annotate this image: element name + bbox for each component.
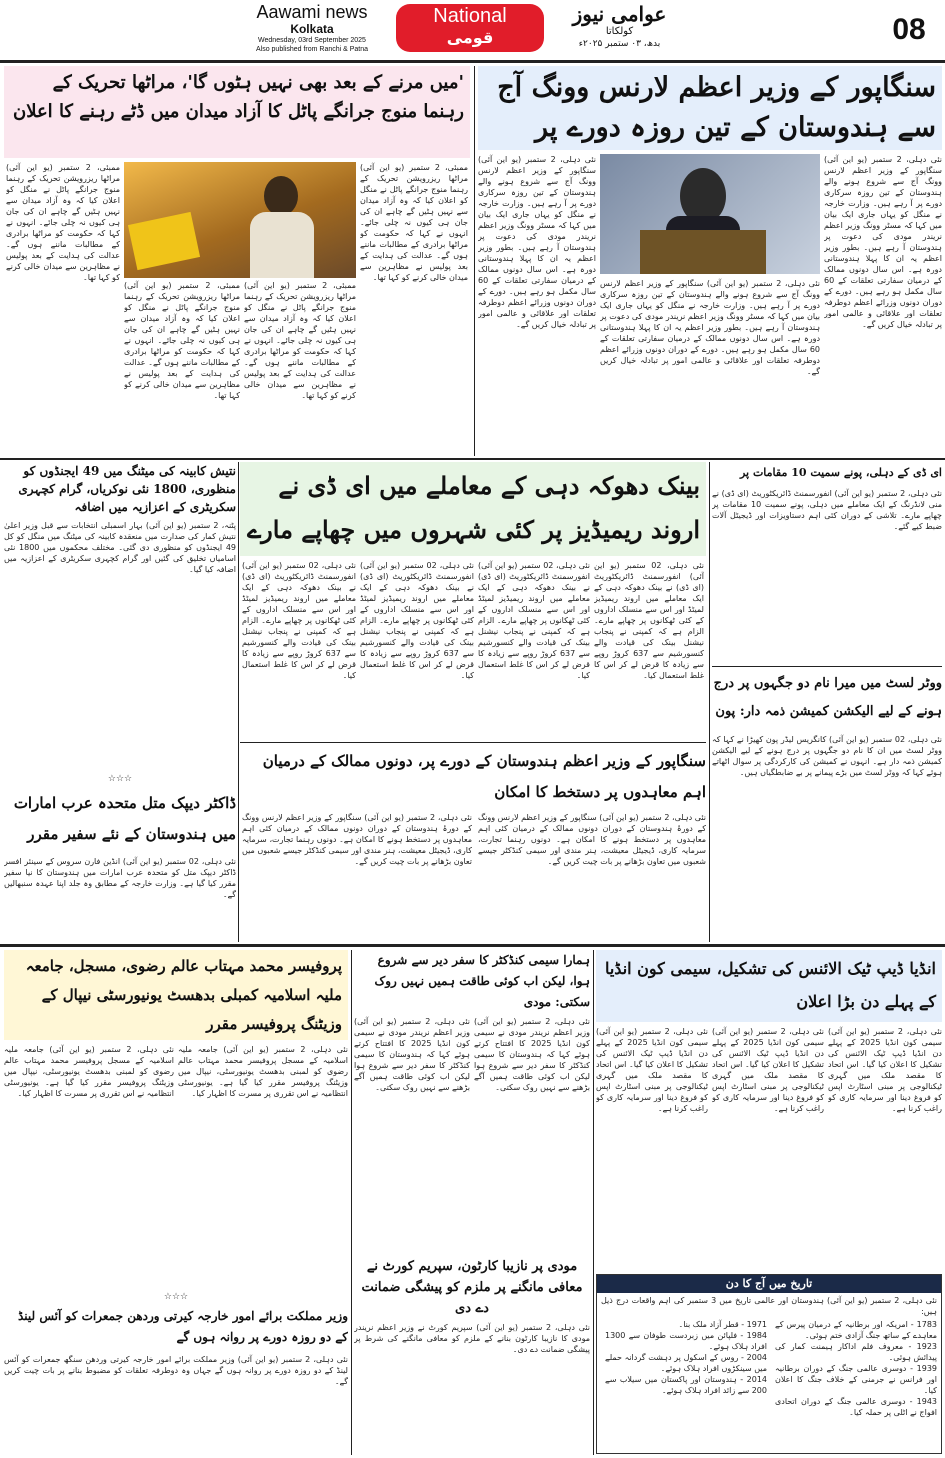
- headline-history: تاریخ میں آج کا دن: [597, 1275, 941, 1293]
- history-col-left: [601, 1319, 771, 1418]
- body-singapore-lead-mid: نئی دہلی، 2 ستمبر (یو این آئی) سنگاپور کے وزیر اعظم لارنس وونگ آج سے شروع ہونے والے ہندوستان کے تین روزہ سرکاری دورے پر آ رہے ہیں۔ وزارت خارجہ نے منگل کو یہاں جاری ایک بیان میں کہا کہ مسٹر وونگ وزیر اعظم نریندر مودی کی دعوت پر ہندوستان آ رہے ہیں۔ بطور وزیر اعظم یہ ان کا پہلا ہندوستانی دورہ ہے۔ اس سال دونوں ممالک کے درمیان سفارتی تعلقات کے 60 سال مکمل ہو رہے ہیں۔ دورے کے دوران دونوں وزرائے اعظم دوطرفہ تعلقات اور علاقائی و عالمی امور پر تبادلہ خیال کریں گے۔: [600, 279, 820, 376]
- section-urdu: قومی: [446, 28, 494, 47]
- headline-voter-list: ووٹر لسٹ میں میرا نام دو جگہوں پر درج ہونے کے لیے الیکشن کمیشن ذمہ دار: پون: [713, 676, 942, 719]
- rule-bottom-section: [0, 944, 945, 947]
- body-deeptech-1: نئی دہلی، 2 ستمبر (یو این آئی) سیمی کون انڈیا 2025 کے پہلے دن انڈیا ڈیپ ٹیک الائنس کی تشکیل کا اعلان کیا گیا۔ اس اتحاد کا مقصد ملک میں گہری ٹیکنالوجی پر مبنی اسٹارٹ اپس کو فروغ دینا اور سرمایہ کاری کو راغب کرنا ہے۔: [828, 1027, 942, 1113]
- section-english: National: [433, 5, 507, 27]
- rule-col-mid-right: [709, 462, 710, 942]
- history-item: 2004 - روس کے اسکول پر دہشت گردانہ حملے میں سینکڑوں افراد ہلاک ہوئے۔: [605, 1353, 767, 1373]
- city-urdu: کولکاتا: [605, 26, 634, 37]
- headline-ed-ten: ای ڈی کے دہلی، پونے سمیت 10 مقامات پر: [739, 466, 942, 479]
- headline-ambassador: ڈاکٹر دیپک متل متحدہ عرب امارات میں ہندوستان کے نئے سفیر مقرر: [13, 794, 236, 843]
- body-maratha-right: ممبئی، 2 ستمبر (یو این آئی) مراٹھا ریزرویشن تحریک کے رہنما منوج جرانگے پاٹل نے منگل کو اعلان کیا کہ وہ آزاد میدان سے نہیں ہٹیں گے چاہے ان کی جان ہی کیوں نہ چلی جائے۔ انہوں نے کہا کہ حکومت کو مراٹھا برادری کے مطالبات ماننے ہوں گے۔ عدالت کی ہدایت کے بعد پولیس نے مظاہرین سے میدان خالی کرنے کو کہا تھا۔: [360, 163, 468, 282]
- history-item: 1943 - دوسری عالمی جنگ کے دوران اتحادی افواج نے اٹلی پر حملہ کیا۔: [775, 1397, 937, 1417]
- rule-col-top: [474, 66, 475, 456]
- editions-english: Also published from Ranchi & Patna: [255, 46, 369, 53]
- headline-deeptech: انڈیا ڈیپ ٹیک الائنس کی تشکیل، سیمی کون انڈیا کے پہلے دن بڑا اعلان: [596, 950, 942, 1022]
- headline-semiconductor: ہمارا سیمی کنڈکٹر کا سفر دیر سے شروع ہوا، لیکن اب کوئی طاقت ہمیں نہیں روک سکتی: مودی: [374, 953, 590, 1009]
- history-intro: نئی دہلی، 2 ستمبر (یو این آئی) ہندوستان اور عالمی تاریخ میں 3 ستمبر کی اہم واقعات درج ذیل ہیں:: [601, 1296, 938, 1316]
- photo-singapore-pm: [600, 154, 820, 274]
- rule-col-bottom-right: [593, 950, 594, 1455]
- history-box: [596, 1274, 942, 1454]
- headline-ed-raids: بینک دھوکہ دہی کے معاملے میں ای ڈی نے اروند ریمیڈیز پر کئی شہروں میں چھاپے مارے: [240, 462, 706, 556]
- masthead-english: [232, 2, 392, 58]
- history-item: 1923 - معروف فلم اداکار ہیمنت کمار کی پیدائش ہوئی۔: [775, 1342, 937, 1362]
- body-ambassador: نئی دہلی، 02 ستمبر (یو این آئی) انڈین فارن سروس کے سینئر افسر ڈاکٹر دیپک متل کو متحدہ عرب امارات میں ہندوستان کا نیا سفیر مقرر کیا گیا ہے۔ وزارت خارجہ کے مطابق وہ جلد اپنا عہدہ سنبھالیں گے۔: [4, 857, 236, 899]
- history-col-right: [771, 1319, 941, 1418]
- headline-maratha: 'میں مرنے کے بعد بھی نہیں ہٹوں گا'، مراٹھا تحریک کے رہنما منوج جرانگے پاٹل کا آزاد میدان میں ڈٹے رہنے کا اعلان: [4, 66, 470, 158]
- stars-professor: ☆☆☆: [163, 1292, 189, 1302]
- body-ed-raids-2: نئی دہلی، 02 ستمبر (یو این آئی) انفورسمنٹ ڈائریکٹوریٹ (ای ڈی) نے بینک دھوکہ دہی کے ایک معاملے میں اروند ریمیڈیز لمیٹڈ اور اس سے منسلک اداروں کے کئی ٹھکانوں پر چھاپے مارے۔ الزام ہے کہ کمپنی نے پنجاب نیشنل بینک کی قیادت والے کنسورشیم سے 637 کروڑ روپے سے زیادہ کا قرض لے کر اس کا غلط استعمال کیا۔: [478, 561, 590, 680]
- history-item: 1971 - قطر آزاد ملک بنا۔: [678, 1320, 767, 1329]
- rule-col-mid-left: [238, 462, 239, 942]
- body-minister: نئی دہلی، 2 ستمبر (یو این آئی) وزیر مملکت برائے امور خارجہ کیرتی وردھن سنگھ جمعرات کو آئس لینڈ کے دو روزہ دورے پر روانہ ہوں گے جہاں وہ دوطرفہ تعلقات کو مضبوط بنانے پر بات چیت کریں گے۔: [4, 1355, 348, 1386]
- date-urdu: بدھ، ۰۳ ستمبر ۲۰۲۵ء: [578, 39, 661, 49]
- headline-minister: وزیر مملکت برائے امور خارجہ کیرتی وردھن جمعرات کو آئس لینڈ کے دو روزہ دورے پر روانہ ہوں گے: [18, 1309, 348, 1344]
- headline-professor: پروفیسر محمد مہتاب عالم رضوی، مسجل، جامعہ ملیہ اسلامیہ کمبلی بدھسٹ یونیورسٹی نیپال کے وزیٹنگ پروفیسر مقرر: [4, 950, 348, 1040]
- history-item: 1939 - دوسری عالمی جنگ کے دوران برطانیہ اور فرانس نے جرمنی کے خلاف جنگ کا اعلان کیا۔: [775, 1364, 937, 1395]
- headline-supreme-court: مودی پر نازیبا کارٹون، سپریم کورٹ نے معافی مانگنے پر ملزم کو پیشگی ضمانت دے دی: [361, 1259, 583, 1316]
- history-item: 1984 - فلپائن میں زبردست طوفان سے 1300 افراد ہلاک ہوئے۔: [605, 1331, 767, 1351]
- body-maratha-left: ممبئی، 2 ستمبر (یو این آئی) مراٹھا ریزرویشن تحریک کے رہنما منوج جرانگے پاٹل نے منگل کو اعلان کیا کہ وہ آزاد میدان سے نہیں ہٹیں گے چاہے ان کی جان ہی کیوں نہ چلی جائے۔ انہوں نے کہا کہ حکومت کو مراٹھا برادری کے مطالبات ماننے ہوں گے۔ عدالت کی ہدایت کے بعد پولیس نے مظاہرین سے میدان خالی کرنے کو کہا تھا۔: [6, 163, 120, 282]
- body-semiconductor-2: نئی دہلی، 2 ستمبر (یو این آئی) وزیر اعظم نریندر مودی نے سیمی کون انڈیا 2025 کا افتتاح کرتے ہوئے کہا کہ ہندوستان کا سیمی کنڈکٹر کا سفر دیر سے شروع ہوا لیکن اب کوئی طاقت ہمیں آگے بڑھنے سے نہیں روک سکتی۔: [354, 1017, 470, 1092]
- body-supreme-court: نئی دہلی، 2 ستمبر (یو این آئی) سپریم کورٹ نے وزیر اعظم نریندر مودی کا نازیبا کارٹون بنانے کے ملزم کو معافی مانگنے کی شرط پر پیشگی ضمانت دے دی۔: [354, 1323, 590, 1354]
- rule-ed-ten: [712, 666, 942, 667]
- headline-singapore-lead: سنگاپور کے وزیر اعظم لارنس وونگ آج سے ہندوستان کے تین روزہ دورے پر: [478, 66, 942, 150]
- rule-col-bottom-left: [351, 950, 352, 1455]
- body-singapore-two-1: نئی دہلی، 2 ستمبر (یو این آئی) سنگاپور کے وزیر اعظم لارنس وونگ کے دورۂ ہندوستان کے دوران دونوں ممالک کے درمیان کئی اہم معاہدوں پر دستخط ہونے کا امکان ہے۔ دونوں رہنما تجارت، سرمایہ کاری، ڈیجیٹل معیشت، ہنر مندی اور سیمی کنڈکٹر جیسے شعبوں میں تعاون بڑھانے پر بات چیت کریں گے۔: [478, 813, 706, 866]
- masthead-urdu: [552, 2, 687, 58]
- stars-cabinet: ☆☆☆: [107, 774, 133, 784]
- date-english: Wednesday, 03rd September 2025: [258, 37, 366, 44]
- body-semiconductor-1: نئی دہلی، 2 ستمبر (یو این آئی) وزیر اعظم نریندر مودی نے سیمی کون انڈیا 2025 کا افتتاح کرتے ہوئے کہا کہ ہندوستان کا سیمی کنڈکٹر کا سفر دیر سے شروع ہوا لیکن اب کوئی طاقت ہمیں آگے بڑھنے سے نہیں روک سکتی۔: [474, 1017, 590, 1092]
- page-number: 08: [892, 13, 926, 46]
- rule-top-section: [0, 458, 945, 460]
- body-ed-ten: نئی دہلی، 2 ستمبر (یو این آئی) انفورسمنٹ ڈائریکٹوریٹ (ای ڈی) نے منی لانڈرنگ کے ایک معاملے میں دہلی، پونے سمیت 10 مقامات پر چھاپے مارے۔ تلاشی کے دوران کئی اہم دستاویزات اور ڈیجیٹل آلات ضبط کیے گئے۔: [712, 489, 942, 531]
- body-deeptech-2: نئی دہلی، 2 ستمبر (یو این آئی) سیمی کون انڈیا 2025 کے پہلے دن انڈیا ڈیپ ٹیک الائنس کی تشکیل کا اعلان کیا گیا۔ اس اتحاد کا مقصد ملک میں گہری ٹیکنالوجی پر مبنی اسٹارٹ اپس کو فروغ دینا اور سرمایہ کاری کو راغب کرنا ہے۔: [712, 1027, 824, 1113]
- rule-singapore-two: [240, 742, 706, 743]
- city-english: Kolkata: [290, 22, 334, 36]
- body-voter-list: نئی دہلی، 02 ستمبر (یو این آئی) کانگریس لیڈر پون کھیڑا نے کہا کہ ووٹر لسٹ میں ان کا نام دو جگہوں پر درج ہونے کے لیے الیکشن کمیشن ذمہ دار ہے۔ انہوں نے کمیشن کی کارکردگی پر سوال اٹھاتے ہوئے کہا کہ ووٹر لسٹ میں بڑے پیمانے پر بے ضابطگیاں ہیں۔: [712, 735, 942, 777]
- headline-cabinet: نتیش کابینہ کی میٹنگ میں 49 ایجنڈوں کو منظوری، 1800 نئی نوکریاں، گرام کچہری سکریٹری کے اعزازیہ میں اضافہ: [18, 464, 236, 514]
- body-ed-raids-4: نئی دہلی، 02 ستمبر (یو این آئی) انفورسمنٹ ڈائریکٹوریٹ (ای ڈی) نے بینک دھوکہ دہی کے ایک معاملے میں اروند ریمیڈیز لمیٹڈ اور اس سے منسلک اداروں کے کئی ٹھکانوں پر چھاپے مارے۔ الزام ہے کہ کمپنی نے پنجاب نیشنل بینک کی قیادت والے کنسورشیم سے 637 کروڑ روپے سے زیادہ کا قرض لے کر اس کا غلط استعمال کیا۔: [242, 561, 356, 680]
- brand-english: Aawami news: [256, 2, 368, 22]
- body-professor-2: نئی دہلی، 2 ستمبر (یو این آئی) جامعہ ملیہ اسلامیہ کے مسجل پروفیسر محمد مہتاب عالم رضوی کو لمبنی بدھسٹ یونیورسٹی، نیپال میں وزیٹنگ پروفیسر مقرر کیا گیا ہے۔ یونیورسٹی انتظامیہ نے اس تقرری پر مسرت کا اظہار کیا۔: [4, 1045, 174, 1098]
- headline-singapore-two: سنگاپور کے وزیر اعظم ہندوستان کے دورے پر، دونوں ممالک کے درمیان اہم معاہدوں پر دستخط کا امکان: [262, 752, 706, 801]
- body-professor-1: نئی دہلی، 2 ستمبر (یو این آئی) جامعہ ملیہ اسلامیہ کے مسجل پروفیسر محمد مہتاب عالم رضوی کو لمبنی بدھسٹ یونیورسٹی، نیپال میں وزیٹنگ پروفیسر مقرر کیا گیا ہے۔ یونیورسٹی انتظامیہ نے اس تقرری پر مسرت کا اظہار کیا۔: [178, 1045, 348, 1098]
- body-maratha-mid: ممبئی، 2 ستمبر (یو این آئی) مراٹھا ریزرویشن تحریک کے رہنما منوج جرانگے پاٹل نے منگل کو اعلان کیا کہ وہ آزاد میدان سے نہیں ہٹیں گے چاہے ان کی جان ہی کیوں نہ چلی جائے۔ انہوں نے کہا کہ حکومت کو مراٹھا برادری کے مطالبات ماننے ہوں گے۔ عدالت کی ہدایت کے بعد پولیس نے مظاہرین سے میدان خالی کرنے کو کہا تھا۔: [244, 281, 356, 400]
- body-maratha-mid2: ممبئی، 2 ستمبر (یو این آئی) مراٹھا ریزرویشن تحریک کے رہنما منوج جرانگے پاٹل نے منگل کو اعلان کیا کہ وہ آزاد میدان سے نہیں ہٹیں گے چاہے ان کی جان ہی کیوں نہ چلی جائے۔ انہوں نے کہا کہ حکومت کو مراٹھا برادری کے مطالبات ماننے ہوں گے۔ عدالت کی ہدایت کے بعد پولیس نے مظاہرین سے میدان خالی کرنے کو کہا تھا۔: [124, 281, 240, 400]
- body-ed-raids-1: نئی دہلی، 02 ستمبر (یو این آئی) انفورسمنٹ ڈائریکٹوریٹ (ای ڈی) نے بینک دھوکہ دہی کے ایک معاملے میں اروند ریمیڈیز لمیٹڈ اور اس سے منسلک اداروں کے کئی ٹھکانوں پر چھاپے مارے۔ الزام ہے کہ کمپنی نے پنجاب نیشنل بینک کی قیادت والے کنسورشیم سے 637 کروڑ روپے سے زیادہ کا قرض لے کر اس کا غلط استعمال کیا۔: [594, 561, 704, 680]
- history-list: [597, 1319, 941, 1418]
- masthead-rule: [0, 60, 945, 63]
- history-item: 2014 - ہندوستان اور پاکستان میں سیلاب سے 200 سے زائد افراد ہلاک ہوئے۔: [605, 1375, 767, 1395]
- section-badge: [396, 4, 544, 52]
- body-deeptech-3: نئی دہلی، 2 ستمبر (یو این آئی) سیمی کون انڈیا 2025 کے پہلے دن انڈیا ڈیپ ٹیک الائنس کی تشکیل کا اعلان کیا گیا۔ اس اتحاد کا مقصد ملک میں گہری ٹیکنالوجی پر مبنی اسٹارٹ اپس کو فروغ دینا اور سرمایہ کاری کو راغب کرنا ہے۔: [596, 1027, 708, 1113]
- body-ed-raids-3: نئی دہلی، 02 ستمبر (یو این آئی) انفورسمنٹ ڈائریکٹوریٹ (ای ڈی) نے بینک دھوکہ دہی کے ایک معاملے میں اروند ریمیڈیز لمیٹڈ اور اس سے منسلک اداروں کے کئی ٹھکانوں پر چھاپے مارے۔ الزام ہے کہ کمپنی نے پنجاب نیشنل بینک کی قیادت والے کنسورشیم سے 637 کروڑ روپے سے زیادہ کا قرض لے کر اس کا غلط استعمال کیا۔: [360, 561, 474, 680]
- body-singapore-two-2: نئی دہلی، 2 ستمبر (یو این آئی) سنگاپور کے وزیر اعظم لارنس وونگ کے دورۂ ہندوستان کے دوران دونوں ممالک کے درمیان کئی اہم معاہدوں پر دستخط ہونے کا امکان ہے۔ دونوں رہنما تجارت، سرمایہ کاری، ڈیجیٹل معیشت، ہنر مندی اور سیمی کنڈکٹر جیسے شعبوں میں تعاون بڑھانے پر بات چیت کریں گے۔: [242, 813, 472, 866]
- body-singapore-lead-right: نئی دہلی، 2 ستمبر (یو این آئی) سنگاپور کے وزیر اعظم لارنس وونگ آج سے شروع ہونے والے ہندوستان کے تین روزہ سرکاری دورے پر آ رہے ہیں۔ وزارت خارجہ نے منگل کو یہاں جاری ایک بیان میں کہا کہ مسٹر وونگ وزیر اعظم نریندر مودی کی دعوت پر ہندوستان آ رہے ہیں۔ بطور وزیر اعظم یہ ان کا پہلا ہندوستانی دورہ ہے۔ اس سال دونوں ممالک کے درمیان سفارتی تعلقات کے 60 سال مکمل ہو رہے ہیں۔ دورے کے دوران دونوں وزرائے اعظم دوطرفہ تعلقات اور علاقائی و عالمی امور پر تبادلہ خیال کریں گے۔: [824, 155, 942, 329]
- brand-urdu: عوامی نیوز: [572, 2, 667, 26]
- body-singapore-lead-left: نئی دہلی، 2 ستمبر (یو این آئی) سنگاپور کے وزیر اعظم لارنس وونگ آج سے شروع ہونے والے ہندوستان کے تین روزہ سرکاری دورے پر آ رہے ہیں۔ وزارت خارجہ نے منگل کو یہاں جاری ایک بیان میں کہا کہ مسٹر وونگ وزیر اعظم نریندر مودی کی دعوت پر ہندوستان آ رہے ہیں۔ بطور وزیر اعظم یہ ان کا پہلا ہندوستانی دورہ ہے۔ اس سال دونوں ممالک کے درمیان سفارتی تعلقات کے 60 سال مکمل ہو رہے ہیں۔ دورے کے دوران دونوں وزرائے اعظم دوطرفہ تعلقات اور علاقائی و عالمی امور پر تبادلہ خیال کریں گے۔: [478, 155, 596, 329]
- history-item: 1783 - امریکہ اور برطانیہ کے درمیان پیرس کے معاہدے کے ساتھ جنگ آزادی ختم ہوئی۔: [775, 1320, 937, 1340]
- body-cabinet: پٹنہ، 2 ستمبر (یو این آئی) بہار اسمبلی انتخابات سے قبل وزیر اعلیٰ نتیش کمار کی صدارت میں منعقدہ کابینہ کی میٹنگ میں منگل کو کل 49 ایجنڈوں کو منظوری دی گئی۔ مختلف محکموں میں 1800 نئی اسامیاں تخلیق کی گئیں اور گرام کچہری سکریٹری کے اعزازیہ میں اضافہ کیا گیا۔: [4, 521, 236, 574]
- photo-maratha-leader: [124, 162, 356, 278]
